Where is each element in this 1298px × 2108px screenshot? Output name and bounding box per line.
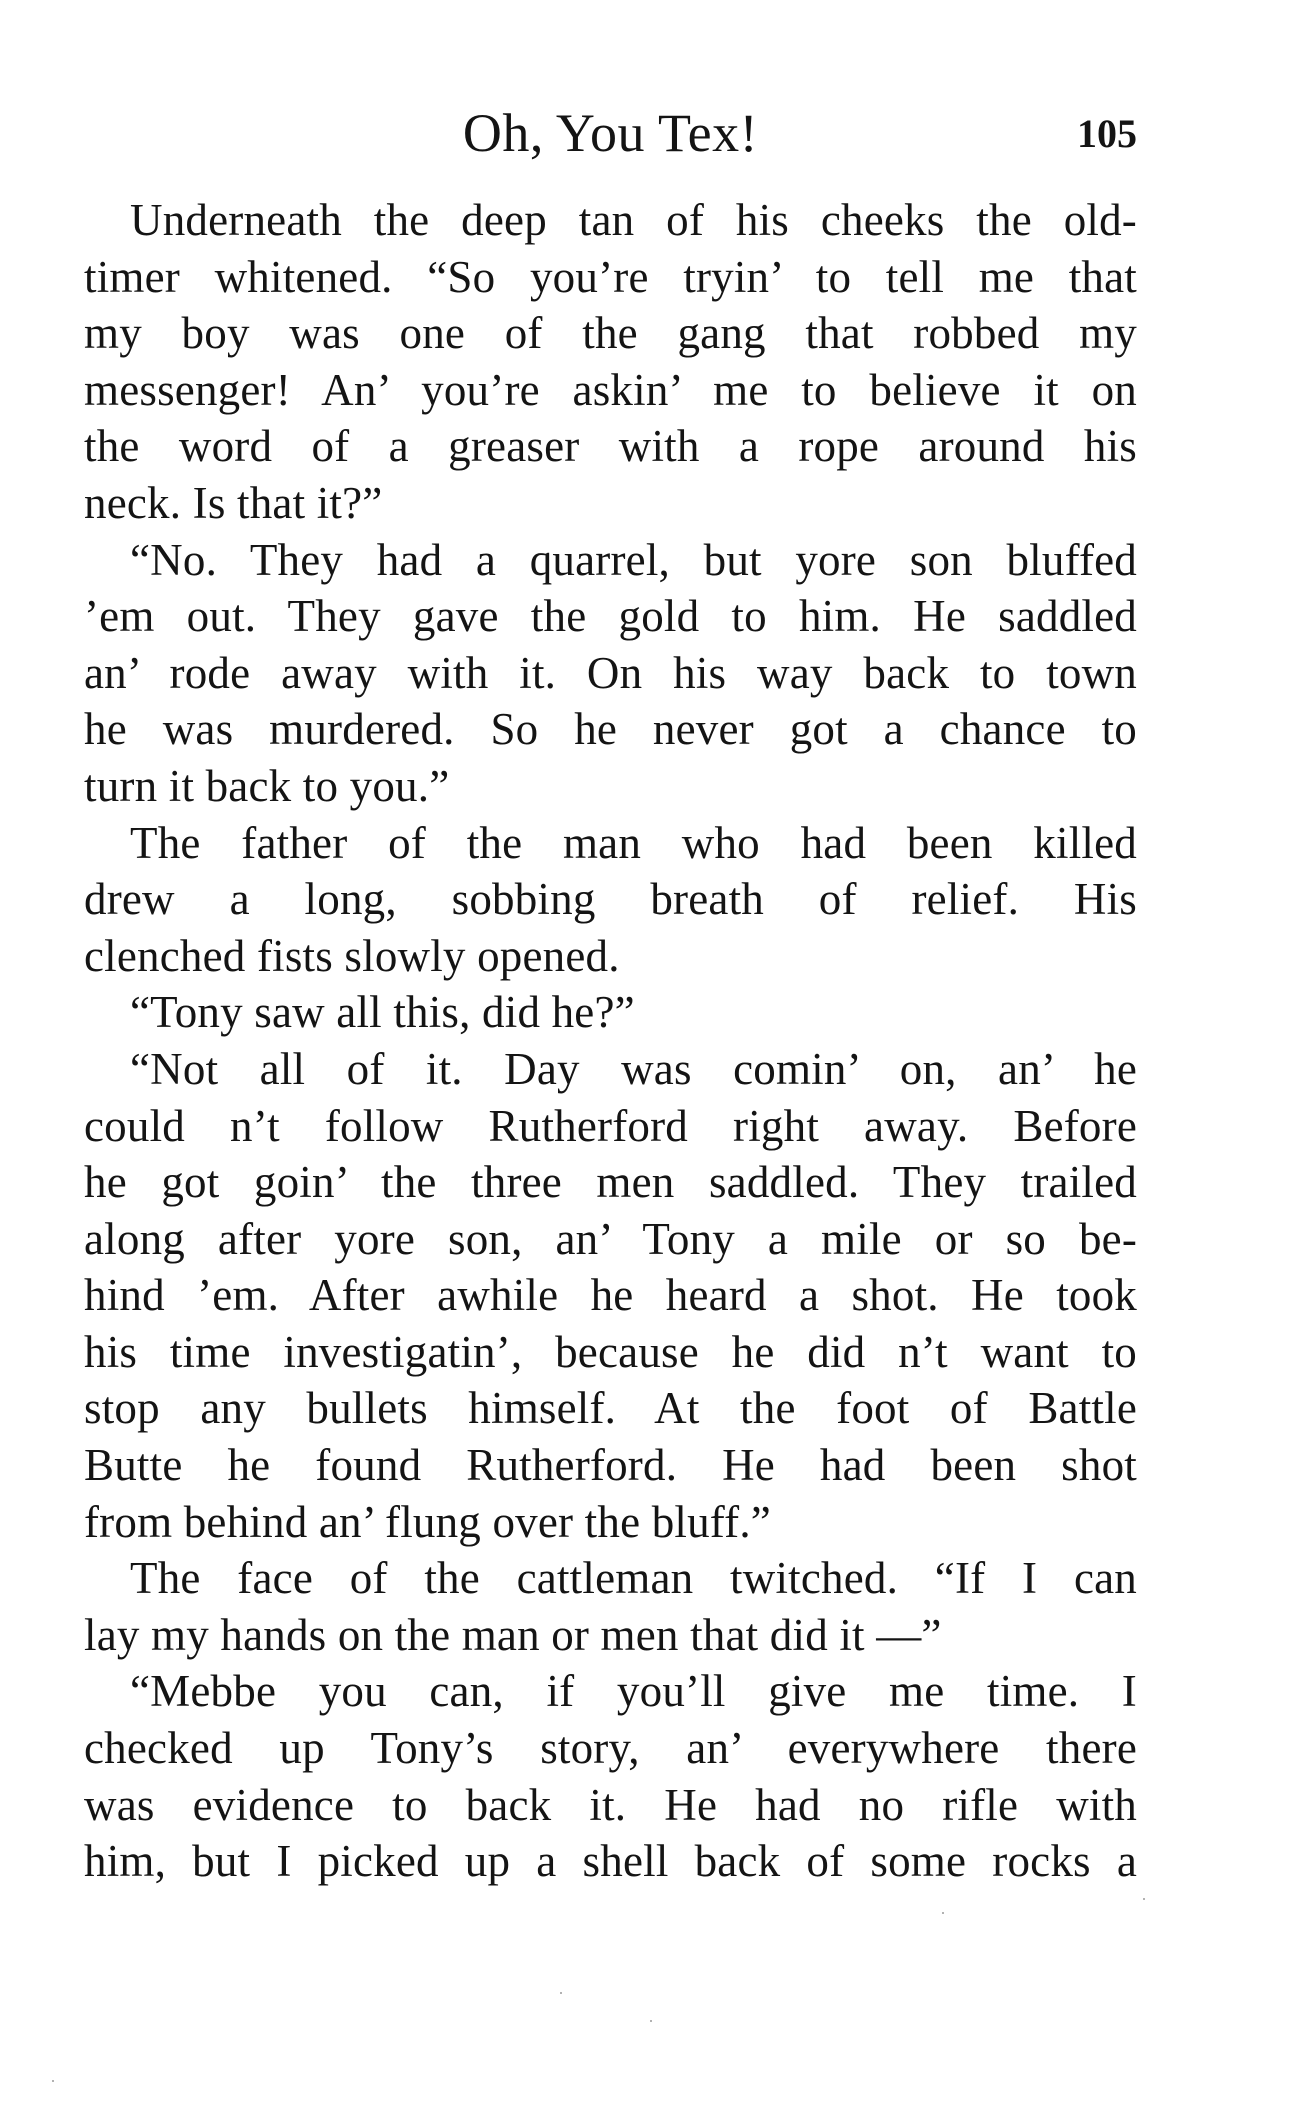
- text-line: Butte he found Rutherford. He had been shot: [84, 1440, 1137, 1491]
- text-line: my boy was one of the gang that robbed my: [84, 308, 1137, 359]
- paper-speck: [942, 1912, 944, 1914]
- text-line: clenched fists slowly opened.: [84, 930, 620, 981]
- paper-speck: [560, 1992, 562, 1994]
- text-line: his time investigatin’, because he did n’t want to: [84, 1326, 1137, 1377]
- text-line: the word of a greaser with a rope around his: [84, 421, 1137, 472]
- text-line: he was murdered. So he never got a chance to: [84, 704, 1137, 755]
- text-line: checked up Tony’s story, an’ everywhere there: [84, 1723, 1137, 1774]
- paper-speck: [52, 2080, 54, 2082]
- text-line: an’ rode away with it. On his way back to town: [84, 647, 1137, 698]
- text-line: Underneath the deep tan of his cheeks the old-: [130, 195, 1137, 245]
- text-line: messenger! An’ you’re askin’ me to believe it on: [84, 364, 1137, 415]
- text-line: neck. Is that it?”: [84, 477, 383, 528]
- page-number: 105: [1077, 111, 1137, 156]
- text-line: lay my hands on the man or men that did it —”: [84, 1609, 942, 1660]
- text-line: timer whitened. “So you’re tryin’ to tell me that: [84, 251, 1137, 302]
- text-line: stop any bullets himself. At the foot of Battle: [84, 1383, 1137, 1434]
- text-line: “Not all of it. Day was comin’ on, an’ he: [130, 1043, 1137, 1094]
- text-line: from behind an’ flung over the bluff.”: [84, 1496, 771, 1547]
- text-line: along after yore son, an’ Tony a mile or so be-: [84, 1213, 1137, 1264]
- paper-speck: [650, 2020, 652, 2022]
- text-line: drew a long, sobbing breath of relief. His: [84, 874, 1137, 925]
- text-line: could n’t follow Rutherford right away. Before: [84, 1100, 1137, 1151]
- running-title: Oh, You Tex!: [462, 103, 759, 163]
- text-line: “Tony saw all this, did he?”: [130, 987, 635, 1038]
- paper-speck: [1143, 1898, 1145, 1900]
- text-line: hind ’em. After awhile he heard a shot. He took: [84, 1270, 1137, 1321]
- text-line: he got goin’ the three men saddled. They trailed: [84, 1157, 1137, 1208]
- text-line: turn it back to you.”: [84, 760, 450, 811]
- text-line: “No. They had a quarrel, but yore son bluffed: [130, 534, 1137, 585]
- page-header: [84, 98, 1137, 168]
- text-line: him, but I picked up a shell back of some rocks a: [84, 1836, 1137, 1887]
- text-line: was evidence to back it. He had no rifle with: [84, 1779, 1137, 1830]
- text-line: ’em out. They gave the gold to him. He saddled: [84, 591, 1137, 642]
- text-line: The face of the cattleman twitched. “If I can: [130, 1553, 1137, 1604]
- text-line: The father of the man who had been killed: [130, 817, 1137, 868]
- body-text: [84, 192, 1137, 1890]
- text-line: “Mebbe you can, if you’ll give me time. I: [130, 1666, 1137, 1717]
